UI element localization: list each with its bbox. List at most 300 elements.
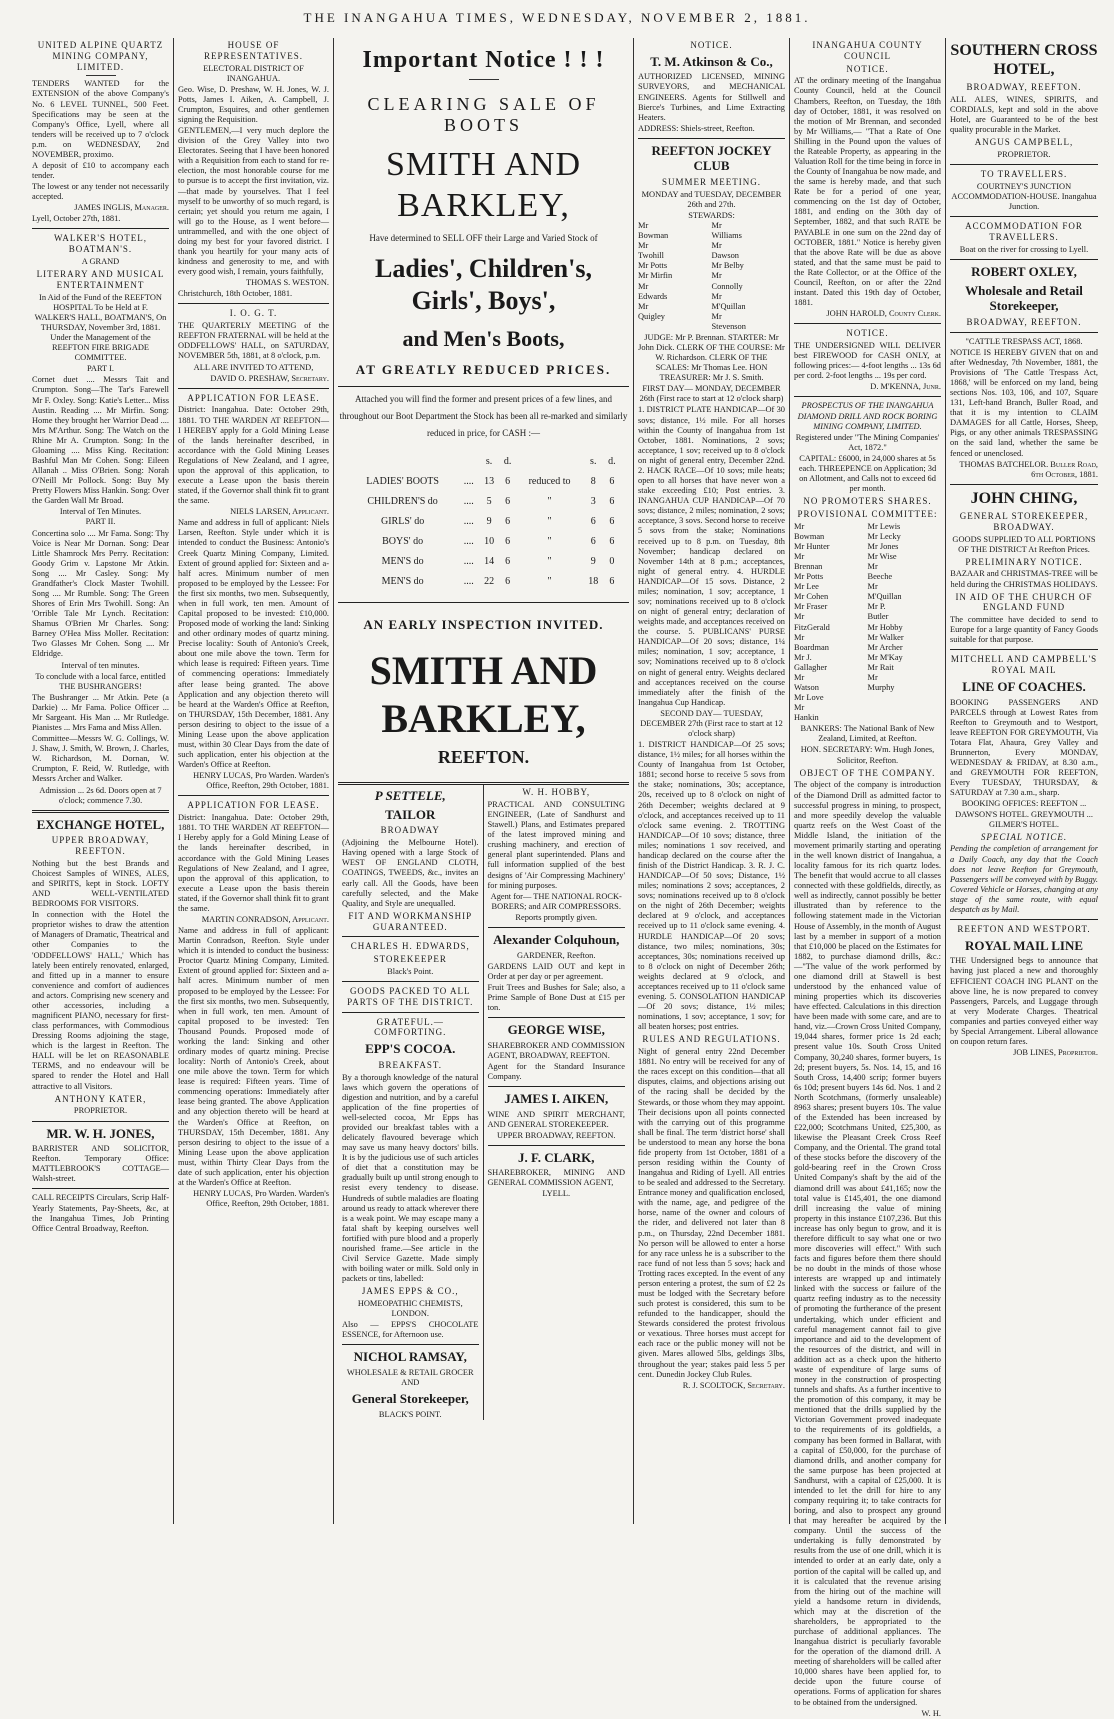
price-header-cell: s.: [590, 456, 597, 468]
exchange-body: Nothing but the best Brands and Choicest Samples of WINES, ALES, and SPIRITS, kept in Stock. LOFTY AND WELL-VENTILATED BEDROOMS FOR VISITORS.: [32, 858, 169, 909]
church-aid: IN AID OF THE CHURCH OF ENGLAND FUND: [955, 591, 1093, 613]
capital: CAPITAL: £6000, in 24,000 shares at 5s each. THREEPENCE on Application; 3d on Allotment, and Calls not to exceed 6d per month.: [798, 453, 937, 494]
divider: [178, 388, 329, 389]
divider: [488, 927, 626, 928]
iogt-invite: ALL ARE INVITED TO ATTEND,: [193, 362, 314, 372]
special-body: Pending the completion of arrangement for a Daily Coach, any day that the Coach does not leave Reefton for Greymouth, Passengers will be conveyed with by Buggy. Covered Vehicle or Horses, changing at any stage of the same route, with equal despatch as by Mail.: [950, 844, 1098, 914]
price-header-cell: [516, 452, 583, 472]
programme-two: Concertina solo .... Mr Fama. Song: Thy Voice is Near Mr Dornan. Song: Dear Little Shamrock Mrs Perry. Recitation: Goody Grim v. Lapstone Mr Atkin. Song .... Mr Casley. Song: My Grandfather's Clock Master Twohill. Song .... Mr Rumble. Song: The Green Shores of Erin Mrs Twohill. Song: An 'Orrible Tale Mr Lynch. Recitation: Shamus O'Brien Mr Charles. Song: Barney O'Hea Miss Moller. Recitation: Two Glasses Mr Cohen. Song .... Mr Eldridge.: [32, 528, 169, 659]
lease-one-details: Name and address in full of applicant: Niels Larsen, Reefton. Style under which it is intended to conduct the Business: Antonio's Creek Quartz Mining Company, Limited. Extent of ground applied for: Sixteen and a-half acres. Minimum number of men proposed to be employed by the Lessee: For the first six months, two men. Subsequently, when in full work, ten men. Amount of Capital proposed to be invested: £10,000. Proposed mode of working the land: Sinking and other ordinary modes of quartz mining. Precise locality: South of Antonio's Creek, about one mile above the town. Term for which lease is required: Fifteen years. Time of commencing operations: Immediately after lease being granted. The above Application and any objection thereto will be heard at the Warden's Office at Reefton, on THURSDAY, 15th December, 1881. Any person desiring to object to the issue of a Mining Lease upon the above application must, within 30 Clear Days from the date of such application, enter his objection at the Warden's Office at Reefton.: [178, 518, 329, 770]
determined-line: Have determined to SELL OFF their Large and Varied Stock of: [369, 232, 598, 243]
preshaw-signature: THOMAS S. WESTON.: [246, 278, 329, 288]
name-list-item: Mr Fraser: [794, 602, 828, 612]
call-receipts: CALL RECEIPTS Circulars, Scrip Half-Yearly Statements, Pay-Sheets, &c, at the Inangahua Times, Job Printing Office Central Broadway, Reefton.: [32, 1193, 169, 1233]
admission: Admission ... 2s 6d. Doors open at 7 o'clock; commence 7.30.: [39, 785, 162, 805]
column-4: [634, 38, 790, 1524]
stewards-right: [712, 221, 786, 332]
price-row: [347, 552, 621, 572]
name-list-item: Mr Hunter: [794, 541, 830, 551]
lease-two-details: Name and address in full of applicant: Martin Conradson, Reefton. Style under which it is intended to conduct the business: Proctor Quartz Mining Company, Limited. Extent of ground applied for: Sixteen and a-half acres. Minimum number of men proposed to be employed by the Lessee: For the first six months, two men. Subsequently, when in full work, ten men. Amount of capital proposed to be invested: Ten Thousand Pounds. Proposed mode of working the land: Sinking and other ordinary modes of quartz mining. Precise locality: North of Antonio's Creek, about one mile above the town. Term for which lease is required: Fifteen years. Time of commencing operations: Immediately after lease being granted. The above Application and any objection thereto will be heard at the Warden's Office at Reefton, on THURSDAY, 15th December, 1881. Any person desiring to object to the issue of a Mining Lease upon the above application must, within Thirty Clear Days from the date of such application, enter his objection at the Warden's Office at Reefton.: [178, 926, 329, 1188]
exchange-subtitle: UPPER BROADWAY, REEFTON.: [51, 835, 150, 857]
courtney-junction: COURTNEY'S JUNCTION ACCOMMODATION-HOUSE. Inangahua Junction.: [951, 182, 1097, 212]
name-list-item: Mr Hankin: [794, 703, 819, 723]
settele-fit: FIT AND WORKMANSHIP GUARANTEED.: [348, 910, 473, 932]
price-cell: 6: [609, 536, 615, 548]
part-two: PART II.: [85, 517, 116, 527]
divider: [794, 396, 941, 397]
council-notice: NOTICE.: [846, 63, 889, 74]
cattle-title: "CATTLE TRESPASS ACT, 1868.: [965, 336, 1083, 346]
price-cell: ....: [463, 516, 474, 528]
southern-body: ALL ALES, WINES, SPIRITS, and CORDIALS, kept and sold in the above Hotel, are Guaranteed to be of the best quality procurable in the Market.: [950, 95, 1098, 135]
columns: [28, 38, 1102, 1718]
name-list-item: Mr Potts: [794, 572, 824, 582]
edwards-location: Black's Point.: [387, 966, 434, 976]
divider: [32, 810, 169, 813]
price-cell: 6: [609, 496, 615, 508]
epps-body: By a thorough knowledge of the natural laws which govern the operations of digestion and nutrition, and by a careful application of the fine properties of well-selected cocoa, Mr Epps has provided our breakfast tables with a delicately flavoured beverage which may save us many heavy doctors' bills. It is by the judicious use of such articles of diet that a constitution may be gradually built up until strong enough to resist every tendency to disease. Hundreds of subtle maladies are floating around us ready to attack wherever there is a weak point. We may escape many a fatal shaft by keeping ourselves well fortified with pure blood and a properly nourished frame.—See article in the Civil Service Gazette. Made simply with boiling water or milk. Sold only in packets or tins, labelled:: [342, 1072, 479, 1284]
name-list-item: Mr Connolly: [711, 271, 743, 291]
committee-left: [794, 522, 868, 724]
clark-location: LYELL.: [542, 1189, 571, 1199]
price-header-cell: d.: [608, 456, 616, 468]
divider: [950, 484, 1098, 485]
price-cell: 6: [609, 476, 615, 488]
hobby-agent: Agent for— THE NATIONAL ROCK-BORERS; and AIR COMPRESSORS.: [490, 891, 622, 911]
colquhoun-title: Alexander Colquhoun,: [493, 931, 620, 947]
first-day: FIRST DAY— MONDAY, DECEMBER 26th (First race to start at 12 o'clock sharp): [639, 384, 784, 404]
campbell-proprietor: PROPRIETOR.: [997, 150, 1051, 160]
divider: [32, 1188, 169, 1189]
clark-body: SHAREBROKER, MINING AND GENERAL COMMISSION AGENT,: [487, 1168, 625, 1188]
grateful: GRATEFUL.—COMFORTING.: [374, 1016, 447, 1038]
price-cell: 18: [588, 576, 599, 588]
interval-two: Interval of ten minutes.: [61, 660, 140, 670]
price-cell: MEN'S do: [381, 576, 424, 588]
name-list-item: Mr Twohill: [638, 241, 664, 261]
programme-one: Cornet duet .... Messrs Tait and Crumpton. Song—The Tar's Farewell Mr F. Oxley. Song: Katie's Letter... Miss Austin. Reading .... Mr Mirfin. Song: Home they brought her Warrior Dead .... Mrs M'Arthur. Song: The Watch on the Rhine Mr A. Crumpton. Song: In the Gloaming .... Miss King. Recitation: Bashful Man Mr Cohen. Song: Eileen Allanah .. Miss O'Brien. Song: Norah O'Neill Mr Pollock. Song: Buy My Pretty Flowers Miss Hankin. Song: Over the Garden Wall Mr Broad.: [32, 375, 169, 506]
boat-note: Boat on the river for crossing to Lyell.: [959, 244, 1089, 254]
boot-kinds: Ladies', Children's, Girls', Boys',: [375, 254, 592, 315]
oxley-title: ROBERT OXLEY,: [971, 264, 1077, 280]
price-cell: ": [547, 536, 552, 548]
divider: [950, 649, 1098, 650]
coaches-title: LINE OF COACHES.: [962, 679, 1086, 695]
summer-meeting: SUMMER MEETING.: [661, 177, 761, 188]
divider: [178, 303, 329, 304]
tender-date: Lyell, October 27th, 1881.: [32, 214, 121, 224]
iogt-title: I. O. G. T.: [229, 308, 278, 319]
column-2: [174, 38, 334, 1524]
settele-broadway: BROADWAY: [380, 825, 440, 836]
ching-title: JOHN CHING,: [970, 489, 1078, 507]
price-cell: GIRLS' do: [381, 516, 425, 528]
clearing-sale: CLEARING SALE OF BOOTS: [367, 93, 600, 136]
hobby-title: W. H. HOBBY,: [522, 787, 591, 798]
name-list-item: Mr M'Quillan: [867, 582, 902, 602]
name-list-item: Mr Stevenson: [711, 311, 746, 331]
ramsay-body: WHOLESALE & RETAIL GROCER AND: [346, 1367, 474, 1387]
southern-broadway: BROADWAY, REEFTON.: [966, 82, 1082, 93]
name-list-item: Mr Potts: [638, 261, 668, 271]
name-list-item: Mr Quigley: [638, 301, 665, 321]
lease-one-body: District: Inangahua. Date: October 29th, 1881. TO THE WARDEN AT REEFTON— I HEREBY apply for a Gold Mining Lease of the lands hereinafter described, in accordance with the Gold Mining Leases Regulations of New Zealand, and I agree, upon the approval of this application, to execute a Lease upon the basis therein stated, if the Governor shall think fit to grant the same.: [178, 405, 329, 506]
name-list-item: Mr Cohen: [794, 592, 829, 602]
name-list-item: Mr Lee: [794, 582, 819, 592]
price-header-cell: s.: [485, 456, 493, 468]
royal-mail-signature: JOB LINES, Proprietor.: [1013, 1048, 1098, 1058]
kater-name: ANTHONY KATER,: [54, 1093, 147, 1104]
price-cell: ": [547, 516, 552, 528]
iogt-signature: DAVID O. PRESHAW, Secretary.: [210, 373, 329, 383]
divider: [638, 138, 785, 139]
wise-title: GEORGE WISE,: [507, 1022, 605, 1037]
hobby-reports: Reports promptly given.: [515, 912, 598, 922]
firm-name-large: SMITH AND BARKLEY,: [369, 647, 598, 741]
divider: [338, 386, 629, 387]
kater-proprietor: PROPRIETOR.: [73, 1106, 128, 1116]
price-cell: 6: [609, 576, 615, 588]
divider: [338, 602, 629, 603]
coaches-body: BOOKING PASSENGERS AND PARCELS through at Lowest Rates from Reefton to Greymouth and to Westport, leave REEFTON FOR GREYMOUTH, Via Totara Flat, Ahaura, Grey Valley and Brunnerton, Every MONDAY, WEDNESDAY & FRIDAY, at 8.30 a.m., and GREYMOUTH FOR REEFTON, Every TUESDAY, THURSDAY, & SATURDAY at 7.30 a.m., sharp.: [950, 697, 1098, 798]
reefton-label: REEFTON.: [437, 746, 530, 767]
firewood-signature: D. M'KENNA, Junr.: [870, 382, 941, 392]
second-day-races: 1. DISTRICT HANDICAP—Of 25 sovs; distance, 1½ miles; for all horses within the County of Inangahua from 1st October, 1881; second horse to receive 5 sovs from the stake; nominations, 30s; acceptance, 20s, received up to 8 o'clock on night of 26th December; weights declared at 9 o'clock, and acceptances received up to 11 o'clock same evening. 2. TROTTING HANDICAP—Of 10 sovs; distance, three miles; nominations 1 sov received, and handicap declared on the course after the finish of the District Handicap. 3. R. J. C. HANDICAP—Of 50 sovs; Distance, 1½ miles; nominations 2 sovs; acceptances, 2 sovs; nominations received up to 8 o'clock on the night of 26th December; weights declared at 9 o'clock, and acceptances received up to 11 o'clock same evening. 4. HURDLE HANDICAP—Of 20 sovs; distance, two miles; nominations, 30s; acceptances, 30s; nominations received up to 8 o'clock on night of December 26th; weights declared at 9 o'clock, and acceptances received up to 11 o'clock same evening. 5. CONSOLATION HANDICAP—Of 20 sovs; distance, 1½ miles; nominations, 1 sov; acceptance, 1 sov; for all beaten horses; post entries.: [638, 740, 785, 1032]
epps-title: EPP'S COCOA.: [365, 1041, 456, 1057]
price-cell: reduced to: [528, 476, 571, 488]
price-cell: 6: [609, 516, 615, 528]
reduced-prices: AT GREATLY REDUCED PRICES.: [355, 362, 612, 378]
lease-one-signature: NIELS LARSEN, Applicant.: [230, 507, 329, 517]
preshaw-date: Christchurch, 18th October, 1881.: [178, 289, 293, 299]
part-one: PART I.: [87, 364, 114, 374]
price-cell: 9: [590, 556, 596, 568]
price-cell: 5: [486, 496, 492, 508]
column-6: [946, 38, 1102, 1524]
price-cell: BOYS' do: [382, 536, 424, 548]
tender-lowest: The lowest or any tender not necessarily accepted.: [32, 182, 169, 202]
divider: [32, 228, 169, 229]
price-cell: LADIES' BOOTS: [366, 476, 439, 488]
lower-ads: [338, 782, 629, 1420]
price-cell: 8: [590, 476, 596, 488]
firewood-notice: NOTICE.: [846, 328, 889, 339]
price-row: [347, 512, 621, 532]
name-list-item: Mr Lecky: [867, 531, 901, 541]
tender-body: TENDERS WANTED for the EXTENSION of the above Company's No. 6 LEVEL TUNNEL, 500 Feet. Specifications may be seen at the Company's Office, Lyell, where all tenders will be received up to 7 o'clock p.m. on WEDNESDAY, 2nd NOVEMBER, proximo.: [32, 79, 169, 159]
column-1: [28, 38, 174, 1524]
gardener: GARDENER, Reefton.: [517, 950, 596, 960]
divider: [950, 164, 1098, 165]
divider: [950, 332, 1098, 333]
hospital-aid: In Aid of the Fund of the REEFTON HOSPITAL To be Held at F. WALKER'S HALL, BOATMAN'S, On THURSDAY, November 3rd, 1881. Under the Management of the REEFTON FIRE BRIGADE COMMITTEE.: [34, 292, 167, 363]
name-list-item: Mr Lewis: [867, 521, 901, 531]
tender-deposit: A deposit of £10 to accompany each tender.: [32, 161, 169, 181]
officials: JUDGE: Mr P. Brennan. STARTER: Mr John Dick. CLERK OF THE COURSE: Mr W. Richardson. CLERK OF THE SCALES: Mr Thomas Lee. HON TREASURER: Mr J. S. Smith.: [638, 332, 785, 383]
committee-list: [794, 522, 941, 724]
price-cell: 14: [484, 556, 495, 568]
price-cell: 6: [590, 536, 596, 548]
divider: [488, 1017, 626, 1018]
district: ELECTORAL DISTRICT OF INANGAHUA.: [203, 63, 304, 83]
literary-title: LITERARY AND MUSICAL ENTERTAINMENT: [36, 269, 165, 290]
name-list-item: Mr J. Gallagher: [794, 652, 828, 672]
price-cell: MEN'S do: [381, 556, 424, 568]
price-header-cell: [458, 452, 478, 472]
fruit-trees: Fruit Trees and Bushes for Sale; also, a Prime Sample of Bone Dust at £15 per ton.: [487, 982, 625, 1012]
iogt-body: THE QUARTERLY MEETING of the REEFTON FRATERNAL will be held at the ODDFELLOWS' HALL, on SATURDAY, NOVEMBER 5th, 1881, at 8 o'clock, p.m.: [178, 321, 329, 361]
price-row: [347, 532, 621, 552]
settele-title: P SETTELE,: [374, 788, 446, 804]
divider: [32, 1121, 169, 1122]
name-list-item: Mr FitzGerald: [794, 612, 830, 632]
object-body: The object of the company is introduction of the Diamond Drill as admitted factor to successful progress in mining, to prospect, and more speedily develop the valuable quartz reefs on the West Coast of the Middle Island, the initiation of the movement primarily starting and operating in the well known district of Inangahua, a locality famous for its rich quartz lodes. The benefit that would accrue to all classes connected with these goldfields, directly, as well as indirectly, cannot possibly be better illustrated than by reference to the following statement made in the Victorian House of Assembly, in the month of August last by a member in support of a motion that £10,000 be placed on the Estimates for 1882, to purchase diamond drills, &c.:—"The value of the work performed by one diamond drill at Stawell is best understood by the enhanced value of mining properties which its discoveries have effected. Calculations in this direction have been made with some care, and are to hand, viz.—Crown Cross United Company, 19,044 shares, former price 1s 2d each; present value 10s. South Cross United Company, 30,240 shares, former buyers, 1s 2d; present buyers, 5s. Nos. 14, 15, and 16 South Cross, 14,400 scrip; former buyers 6s 10d; present buyers 14s 6d. Nos. 1 and 2 North Scotchmans, (formerly unsaleable) 8963 shares; present buyers 10s. The value of the Extended has been increased by £22,000; Scotchmans United, £25,300, as likewise the Pleasant Creek Cross Reef Company, and the Oriental. The grand total of these stocks before the discovery of the gold-bearing reef in the Crown Cross United Company's shaft by the aid of the diamond drill was about £41,165; now the total value is £145,401, the one diamond drill increasing the value of mining property in this instance £107,236. But this increase has only begun to grow, and it is therefore difficult to say what one or two more discoveries will effect." With such facts and figures before them there should be no doubt in the minds of those whose interests are wrapped up and intimately linked with the success or failure of the quartz reefing industry as to the necessity of promoting the furtherance of the present undertaking, which under efficient and careful management cannot fail to give importance and aid to the development of the resources of the district, and will in addition act as a check upon the hitherto waste of expenditure of large sums of money in the construction of prospecting tunnels and shafts. As a further incentive to the promotion of this company, it may be mentioned that the drills supplied by the Victorian Government proved inadequate to the requirements of its goldfields, a company has been formed in Ballarat, with a capital of £50,000, for the purchase of diamond drills, and another company for the same purpose has been projected at Sandhurst, with a capital of £25,000. It is intended to let the drill for hire to any company requiring it; to take contracts for boring, and also to prospect any ground that may hereafter be acquired by the company. Until the success of the undertaking is fully demonstrated by results from the use of one drill, which it is intended to order at an early date, only a portion of the capital will be called up, and it is calculated that the revenue arising from the hiring out of the machine will yield a handsome return in dividends, which may at the discretion of the shareholders, be appropriated to the purchase of additional appliances. The Inangahua district is peculiarly favorable for the operation of the diamond drill. A meeting of shareholders will be called after 10,000 shares have been applied for, to decide upon the future course of operations. Forms of application for shares to be obtained from the undersigned.: [794, 780, 941, 1707]
divider: [488, 1086, 626, 1087]
oxley-address: BROADWAY, REEFTON.: [966, 316, 1082, 327]
cast: The Bushranger ... Mr Atkin. Pete (a Darkie) ... Mr Fama. Police Officer ... Mr Sargeant. His Man ... Mr Rutledge. Pianistes ... Mrs Fama and Miss Allen.: [32, 692, 169, 733]
price-cell: 6: [505, 556, 511, 568]
attached-note: Attached you will find the former and present prices of a few lines, and throughout our Boot Department the Stock has been all re-marked and similarly reduced in price, for CASH :—: [339, 393, 628, 438]
oxley-body: Wholesale and Retail Storekeeper,: [965, 282, 1083, 314]
oddfellows-body: In connection with the Hotel the proprietor wishes to draw the attention of Managers of Dramatic, Theatrical and other Companies to the 'ODDFELLOWS' HALL,' Which has lately been entirely renovated, enlarged, and fitted up in a manner to ensure convenience and comfort of audiences and actors. Comprising new scenery and other accessories, including a magnificent PIANO, necessary for first-class performances, with Commodious Dressing Rooms adjoining the stage, which is the largest in Reefton. The HALL will be let on REASONABLE TERMS, and no endeavour will be spared to render the Hotel and Hall attractive to all Visitors.: [32, 910, 169, 1091]
ramsay-location: BLACK'S POINT.: [378, 1409, 442, 1419]
committee-right: [868, 522, 942, 724]
price-row: [347, 492, 621, 512]
price-cell: 6: [505, 496, 511, 508]
price-cell: 13: [484, 476, 495, 488]
notice-heading: NOTICE.: [690, 40, 733, 50]
name-list-item: Mr Dawson: [711, 241, 739, 261]
firm-name: SMITH AND BARKLEY,: [385, 145, 582, 224]
prospectus-title: PROSPECTUS OF THE INANGAHUA DIAMOND DRILL AND ROCK BORING MINING COMPANY, LIMITED.: [797, 401, 938, 431]
name-list-item: Mr Walker: [867, 632, 904, 642]
name-list-item: Mr Watson: [794, 672, 819, 692]
divider: [342, 936, 479, 937]
column-5: [790, 38, 946, 1718]
edwards-title: CHARLES H. EDWARDS,: [350, 941, 470, 952]
boots-advertisement: [338, 46, 629, 768]
divider: [342, 1344, 479, 1345]
masthead: THE INANGAHUA TIMES, WEDNESDAY, NOVEMBER 2, 1881.: [303, 10, 811, 25]
lower-ads-left: [338, 785, 484, 1420]
edwards-storekeeper: STOREKEEPER: [373, 954, 447, 965]
price-header-cell: d.: [503, 456, 512, 468]
name-list-item: Mr M'Quillan: [711, 291, 746, 311]
price-cell: ....: [463, 496, 474, 508]
aiken-address: UPPER BROADWAY, REEFTON.: [496, 1130, 616, 1140]
name-list-item: Mr Mirfin: [638, 271, 673, 281]
second-day: SECOND DAY— TUESDAY, DECEMBER 27th (First race to start at 12 o'clock sharp): [640, 708, 783, 738]
rules-body: Night of general entry 22nd December 1881. No entry will be received for any of the races except on this condition—that all disputes, claims, and objections arising out of the racing shall be decided by the Stewards, or those whom they may appoint. Their decisions upon all points connected with the carrying out of this programme shall be final. The term 'district horse' shall be understood to mean any horse the bona fide property from 1st October, 1881 of a person residing within the County of Inangahua and Riding of Lyell. All entries to be sealed and addressed to the Secretary. Entrance money and qualification enclosed, with the name, age, and pedigree of the horse, name of the owner and colours of the rider, and delivered not later than 8 p.m., on Thursday, 22nd December 1881. No person will be allowed to enter a horse for any race unless he is a subscriber to the race fund of not less than 5 sovs; hack and Trotting races excepted. In the event of any person entering a protest, the sum of £2 2s must be lodged with the Secretary before such protest is considered, this sum to be refunded to the handicapper, should the Stewards considered the protest frivolous or vexatious. Three horses must accept for each race or the public money will not be given. Mares allowed 5lbs, geldings 3lbs, throughout the year; stakes paid less 5 per cent. Dunedin Jockey Club Rules.: [638, 1047, 786, 1379]
name-list-item: Mr Hobby: [867, 622, 903, 632]
boot-kinds-men: and Men's Boots,: [402, 325, 565, 351]
price-cell: 22: [484, 576, 495, 588]
ramsay-title: NICHOL RAMSAY,: [353, 1349, 467, 1365]
rules-signature: R. J. SCOLTOCK, Secretary.: [682, 1380, 785, 1390]
ching-goods: GOODS SUPPLIED TO ALL PORTIONS OF THE DISTRICT At Reefton Prices.: [952, 534, 1096, 554]
preshaw-letter: GENTLEMEN,—I very much deplore the division of the Grey Valley into two Electorates. Seeing that I have been honored with a Requisition from each to stand for re-election, the most honorable course for me to pursue is to accept the first invitation, viz.—that made by yourselves. That I feel myself to be unworthy of so much regard, is certain; yet should you return me again, I will go to the House, as I went before—untrammelled, and with the one object of doing my best for your favored district. I thank you heartily for your many acts of kindness and generosity to me, and with every good wish, I remain, yours faithfully,: [178, 126, 329, 277]
price-cell: 0: [609, 556, 615, 568]
price-cell: 6: [505, 536, 511, 548]
wise-body: SHAREBROKER AND COMMISSION AGENT, BROADWAY, REEFTON.: [487, 1040, 625, 1060]
interval: Interval of Ten Minutes.: [59, 507, 142, 517]
stewards-list: [638, 221, 785, 332]
price-table: [347, 452, 621, 592]
atkinson-body: AUTHORIZED LICENSED, MINING SURVEYORS, and MECHANICAL ENGINEERS. Agents for Stillwell and Bierce's Turbines, and Lime Extracting Heaters.: [638, 72, 785, 122]
price-cell: ....: [463, 556, 474, 568]
gardens-body: GARDENS LAID OUT and kept in Order at per day or per agreement.: [487, 961, 625, 981]
atkinson-address: ADDRESS: Shiels-street, Reefton.: [638, 123, 755, 133]
jones-body: BARRISTER AND SOLICITOR, Reefton. Temporary Office: MATTLEBROOK'S COTTAGE—Walsh-street.: [32, 1144, 169, 1184]
exchange-title: EXCHANGE HOTEL,: [36, 816, 165, 832]
divider: [950, 216, 1098, 217]
lease-two-signature: MARTIN CONRADSON, Applicant.: [201, 915, 329, 924]
divider: [488, 1145, 626, 1146]
divider: [342, 981, 479, 982]
price-header-row: [347, 452, 621, 472]
southern-cross-title: SOUTHERN CROSS HOTEL,: [950, 42, 1098, 79]
preliminary-notice: PRELIMINARY NOTICE.: [965, 556, 1083, 567]
price-cell: 6: [505, 576, 511, 588]
price-cell: 6: [505, 476, 511, 488]
price-cell: 6: [505, 516, 511, 528]
special-notice: SPECIAL NOTICE.: [980, 831, 1068, 842]
westport-title: REEFTON AND WESTPORT.: [957, 924, 1091, 934]
accommodation: ACCOMMODATION FOR TRAVELLERS.: [965, 221, 1083, 243]
first-day-races: 1. DISTRICT PLATE HANDICAP—Of 30 sovs; distance, 1½ mile. For all horses within the County of Inangahua from 1st October, 1881. Nominations, 2 sovs; acceptance, 1 sov; received up to 8 o'clock on night of general entry, December 22nd. 2. HACK RACE—Of 10 sovs; mile heats; open to all horses that have never won a stake exceeding £10; Post entries. 3. INANGAHUA CUP HANDICAP—Of 70 sovs; distance, 2 miles; nomination, 2 sovs; acceptance, 3 sovs. Second horse to receive 5 sovs from the stake; Nominations received up to 8 p.m. on Tuesday, 8th November; handicap declared on November 14th at 8 p.m.; acceptances, night of general entry. 4. HURDLE HANDICAP—Of 15 sovs. Distance, 2 miles; nomination, 1 sov; acceptance, 1 sov; nominations received up to 8 o'clock on night of general entry; declaration of weights made, and acceptances received on the course. 5. PUBLICANS' PURSE HANDICAP—Of 20 sovs; distance, 1¼ miles; nomination, 1 sov; acceptance, 1 sov; Nominations received up to 8 o'clock on night of general entry. Weights declared and acceptances received on the course immediately after the finish of the Inangahua Cup Handicap.: [638, 405, 785, 707]
meeting-dates: MONDAY and TUESDAY, DECEMBER 26th and 27th.: [641, 189, 782, 209]
name-list-item: Mr P. Butler: [867, 602, 889, 622]
divider: [342, 1012, 479, 1013]
bazaar-committee: The committee have decided to send to Europe for a large quantity of Fancy Goods suitable for that purpose.: [950, 615, 1098, 645]
ching-body: GENERAL STOREKEEPER, BROADWAY.: [959, 510, 1089, 532]
name-list-item: Mr Bowman: [794, 521, 825, 541]
column-3: [334, 38, 634, 1524]
firewood-body: THE UNDERSIGNED WILL DELIVER best FIREWOOD for CASH ONLY, at following prices:— 4-foot lengths ... 13s 6d per cord. 2-foot lengths ... 19s per cord.: [794, 341, 941, 381]
preshaw-addressees: Geo. Wise, D. Preshaw, W. H. Jones, W. J. Potts, James I. Aiken, A. Campbell, J. Crumpton, Esquires, and other gentlemen signing the Requisition.: [178, 84, 329, 124]
royal-mail-body: THE Undersigned begs to announce that having just placed a new and thoroughly EFFICIENT COACH ING PLANT on the above line, he is now prepared to convey Passengers, Parcels, and Luggage through at very Moderate Charges. Theatrical companies and parties conveyed either way by Special Arrangement. Liberal allowance on coupon return fares.: [950, 956, 1098, 1047]
tailor: TAILOR: [385, 806, 436, 822]
lease-two-body: District: Inangahua. Date: October 29th, 1881. TO THE WARDEN AT REEFTON— I Hereby apply for a Gold Mining Lease of the lands hereinafter described, in accordance with the Gold Mining Leases Regulations of New Zealand, and I agree, upon the approval of this application, to execute a Lease upon the basis therein stated, if the Governor shall think fit to grant the same.: [178, 813, 329, 913]
council-body: AT the ordinary meeting of the Inangahua County Council, held at the Council Chambers, Reefton, on Tuesday, the 18th day of October, 1881, it was resolved on the motion of Mr Brennan, and seconded by Mr Williams,— "That a Rate of One Shilling in the Pound upon the values of the Rateable Property, as appearing in the Valuation Roll for the time being in force in the County of Inangahua be now made, and the same is hereby made, and that such Rate be for a period of one year, commencing on the 1st day of October, 1881, and ending on the 30th day of September, 1882, and that such RATE be PAYABLE in one sum on the 22nd day of OCTOBER, 1881." Notice is hereby given that the above Rate will be due as above stated, and that the same must be paid to the Rate Collector, or at the Office of the Council, Reefton, on or after the 22nd instant. Dated this 19th day of October, 1881.: [794, 76, 941, 308]
settele-body: (Adjoining the Melbourne Hotel). Having opened with a large Stock of WEST OF ENGLAND CLOTH, COATINGS, TWEEDS, &c., invites an early call. All the Goods, have been carefully selected, and the Make Quality, and Style are unequalled.: [342, 838, 479, 908]
name-list-item: Mr Murphy: [867, 672, 895, 692]
important-notice: Important Notice ! ! !: [362, 47, 605, 73]
hobby-body: PRACTICAL AND CONSULTING ENGINEER, (Late of Sandhurst and Stawell.) Plans, and Estimates prepared of the latest improved mining and crushing machinery, and erection of general plant superintended. Plans and full information supplied of the best designs of 'Air Compressing Machinery' for mining purposes.: [487, 800, 625, 890]
price-cell: 9: [486, 516, 492, 528]
name-list-item: Mr Wise: [867, 551, 897, 561]
price-row: [347, 472, 621, 492]
breakfast: BREAKFAST.: [378, 1059, 442, 1070]
inspection-invited: AN EARLY INSPECTION INVITED.: [363, 617, 604, 633]
clark-title: J. F. CLARK,: [518, 1149, 595, 1165]
booking-offices: BOOKING OFFICES: REEFTON ... DAWSON'S HOTEL. GREYMOUTH ... GILMER'S HOTEL.: [955, 799, 1093, 829]
cattle-signature: THOMAS BATCHELOR. Buller Road, 6th October, 1881.: [959, 459, 1098, 479]
price-cell: ": [547, 576, 552, 588]
name-list-item: Mr Archer: [867, 642, 903, 652]
stewards-heading: STEWARDS:: [688, 211, 735, 220]
lower-ads-right: [484, 785, 630, 1420]
name-list-item: Mr Williams: [711, 221, 742, 241]
lease-two-title: APPLICATION FOR LEASE.: [187, 800, 320, 811]
mitchell-title: MITCHELL AND CAMPBELL'S ROYAL MAIL: [950, 654, 1098, 676]
to-travellers: TO TRAVELLERS.: [980, 169, 1068, 180]
lease-one-warden: HENRY LUCAS, Pro Warden. Warden's Office, Reefton, 29th October, 1881.: [193, 771, 329, 791]
object-signature: W. H.: [921, 1708, 941, 1718]
council-title: INANGAHUA COUNTY COUNCIL: [812, 40, 923, 61]
aiken-body: WINE AND SPIRIT MERCHANT, AND GENERAL STOREKEEPER.: [487, 1109, 625, 1129]
name-list-item: Mr Bowman: [638, 221, 669, 241]
cattle-body: NOTICE IS HEREBY GIVEN that on and after Wednesday, 7th November, 1881, the Provisions of 'The Cattle Trespass Act, 1868,' will be enforced on my land, being sections Nos. 103, 106, and 107, Square 131, Left-hand Branch, Buller Road, and that it is my intention to CLAIM DAMAGES for all Cattle, Horses, Sheep, Pigs, or any other animals TRESPASSING on the said land, whether the same be fenced or unenclosed.: [950, 347, 1098, 458]
bazaar: BAZAAR and CHRISTMAS-TREE will be held during the CHRISTMAS HOLIDAYS.: [950, 569, 1098, 589]
ramsay-general: General Storekeeper,: [351, 1391, 469, 1407]
council-signature: JOHN HAROLD, County Clerk.: [826, 309, 941, 319]
name-list-item: Mr Love: [794, 693, 824, 703]
price-cell: 10: [484, 536, 495, 548]
name-list-item: Mr Brennan: [794, 551, 823, 572]
price-cell: 3: [590, 496, 596, 508]
name-list-item: Mr M'Kay: [867, 652, 903, 662]
atkinson-title: T. M. Atkinson & Co.,: [650, 53, 773, 69]
name-list-item: Mr Rait: [867, 662, 894, 672]
divider: [794, 323, 941, 324]
jones-title: MR. W. H. JONES,: [46, 1125, 155, 1141]
hon-secretary: HON. SECRETARY: Wm. Hugh Jones, Solicitor, Reefton.: [800, 745, 935, 765]
provisional-committee: PROVISIONAL COMMITTEE:: [797, 508, 938, 519]
price-cell: ....: [463, 536, 474, 548]
campbell-name: ANGUS CAMPBELL,: [974, 137, 1074, 148]
divider: [469, 79, 499, 80]
price-cell: ": [547, 496, 552, 508]
bankers: BANKERS: The National Bank of New Zealand, Limited, at Reefton.: [800, 724, 935, 744]
price-header-cell: [347, 452, 459, 472]
name-list-item: Mr Edwards: [638, 281, 668, 301]
price-cell: 6: [590, 516, 596, 528]
divider: [950, 919, 1098, 920]
goods-packed: GOODS PACKED TO ALL PARTS OF THE DISTRICT.: [347, 986, 474, 1007]
wise-agent: Agent for the Standard Insurance Company.: [487, 1061, 625, 1081]
price-row: [347, 572, 621, 592]
rules-title: RULES AND REGULATIONS.: [642, 1034, 781, 1045]
divider: [178, 795, 329, 796]
name-list-item: Mr Boardman: [794, 632, 829, 652]
name-list-item: Mr Belby: [711, 261, 744, 271]
committee: Committee—Messrs W. G. Collings, W. J. Shaw, J. Smith, W. Brown, J. Charles, W. Richardson, M. Dornan, W. Crumpton, F. Reid, W. Rutledge, with Messrs Archer and Walker.: [32, 734, 169, 784]
name-list-item: Mr Beeche: [867, 562, 893, 582]
registered: Registered under "The Mining Companies' Act, 1872.": [795, 432, 940, 452]
name-list-item: Mr Jones: [867, 541, 899, 551]
price-cell: ....: [463, 476, 474, 488]
grand: A GRAND: [81, 257, 120, 267]
lease-one-title: APPLICATION FOR LEASE.: [187, 392, 320, 403]
price-cell: ....: [463, 576, 474, 588]
walker-title: WALKER'S HOTEL, BOATMAN'S.: [53, 233, 148, 255]
tender-title: UNITED ALPINE QUARTZ MINING COMPANY, LIMITED.: [37, 40, 164, 72]
jockey-club-title: REEFTON JOCKEY CLUB: [651, 142, 772, 174]
house-title: HOUSE OF REPRESENTATIVES.: [203, 40, 304, 61]
object-title: OBJECT OF THE COMPANY.: [799, 767, 936, 778]
divider: [950, 259, 1098, 260]
aiken-title: JAMES I. AIKEN,: [504, 1090, 609, 1106]
no-promoters: NO PROMOTERS SHARES.: [803, 496, 932, 507]
royal-mail-title: ROYAL MAIL LINE: [965, 937, 1083, 953]
price-cell: ": [547, 556, 552, 568]
tender-signature: JAMES INGLIS, Manager.: [74, 203, 169, 213]
lease-two-warden: HENRY LUCAS, Pro Warden. Warden's Office, Reefton, 29th October, 1881.: [193, 1189, 329, 1209]
epps-company: JAMES EPPS & CO.,: [361, 1286, 459, 1297]
stewards-left: [638, 221, 712, 332]
divider: [86, 75, 116, 76]
